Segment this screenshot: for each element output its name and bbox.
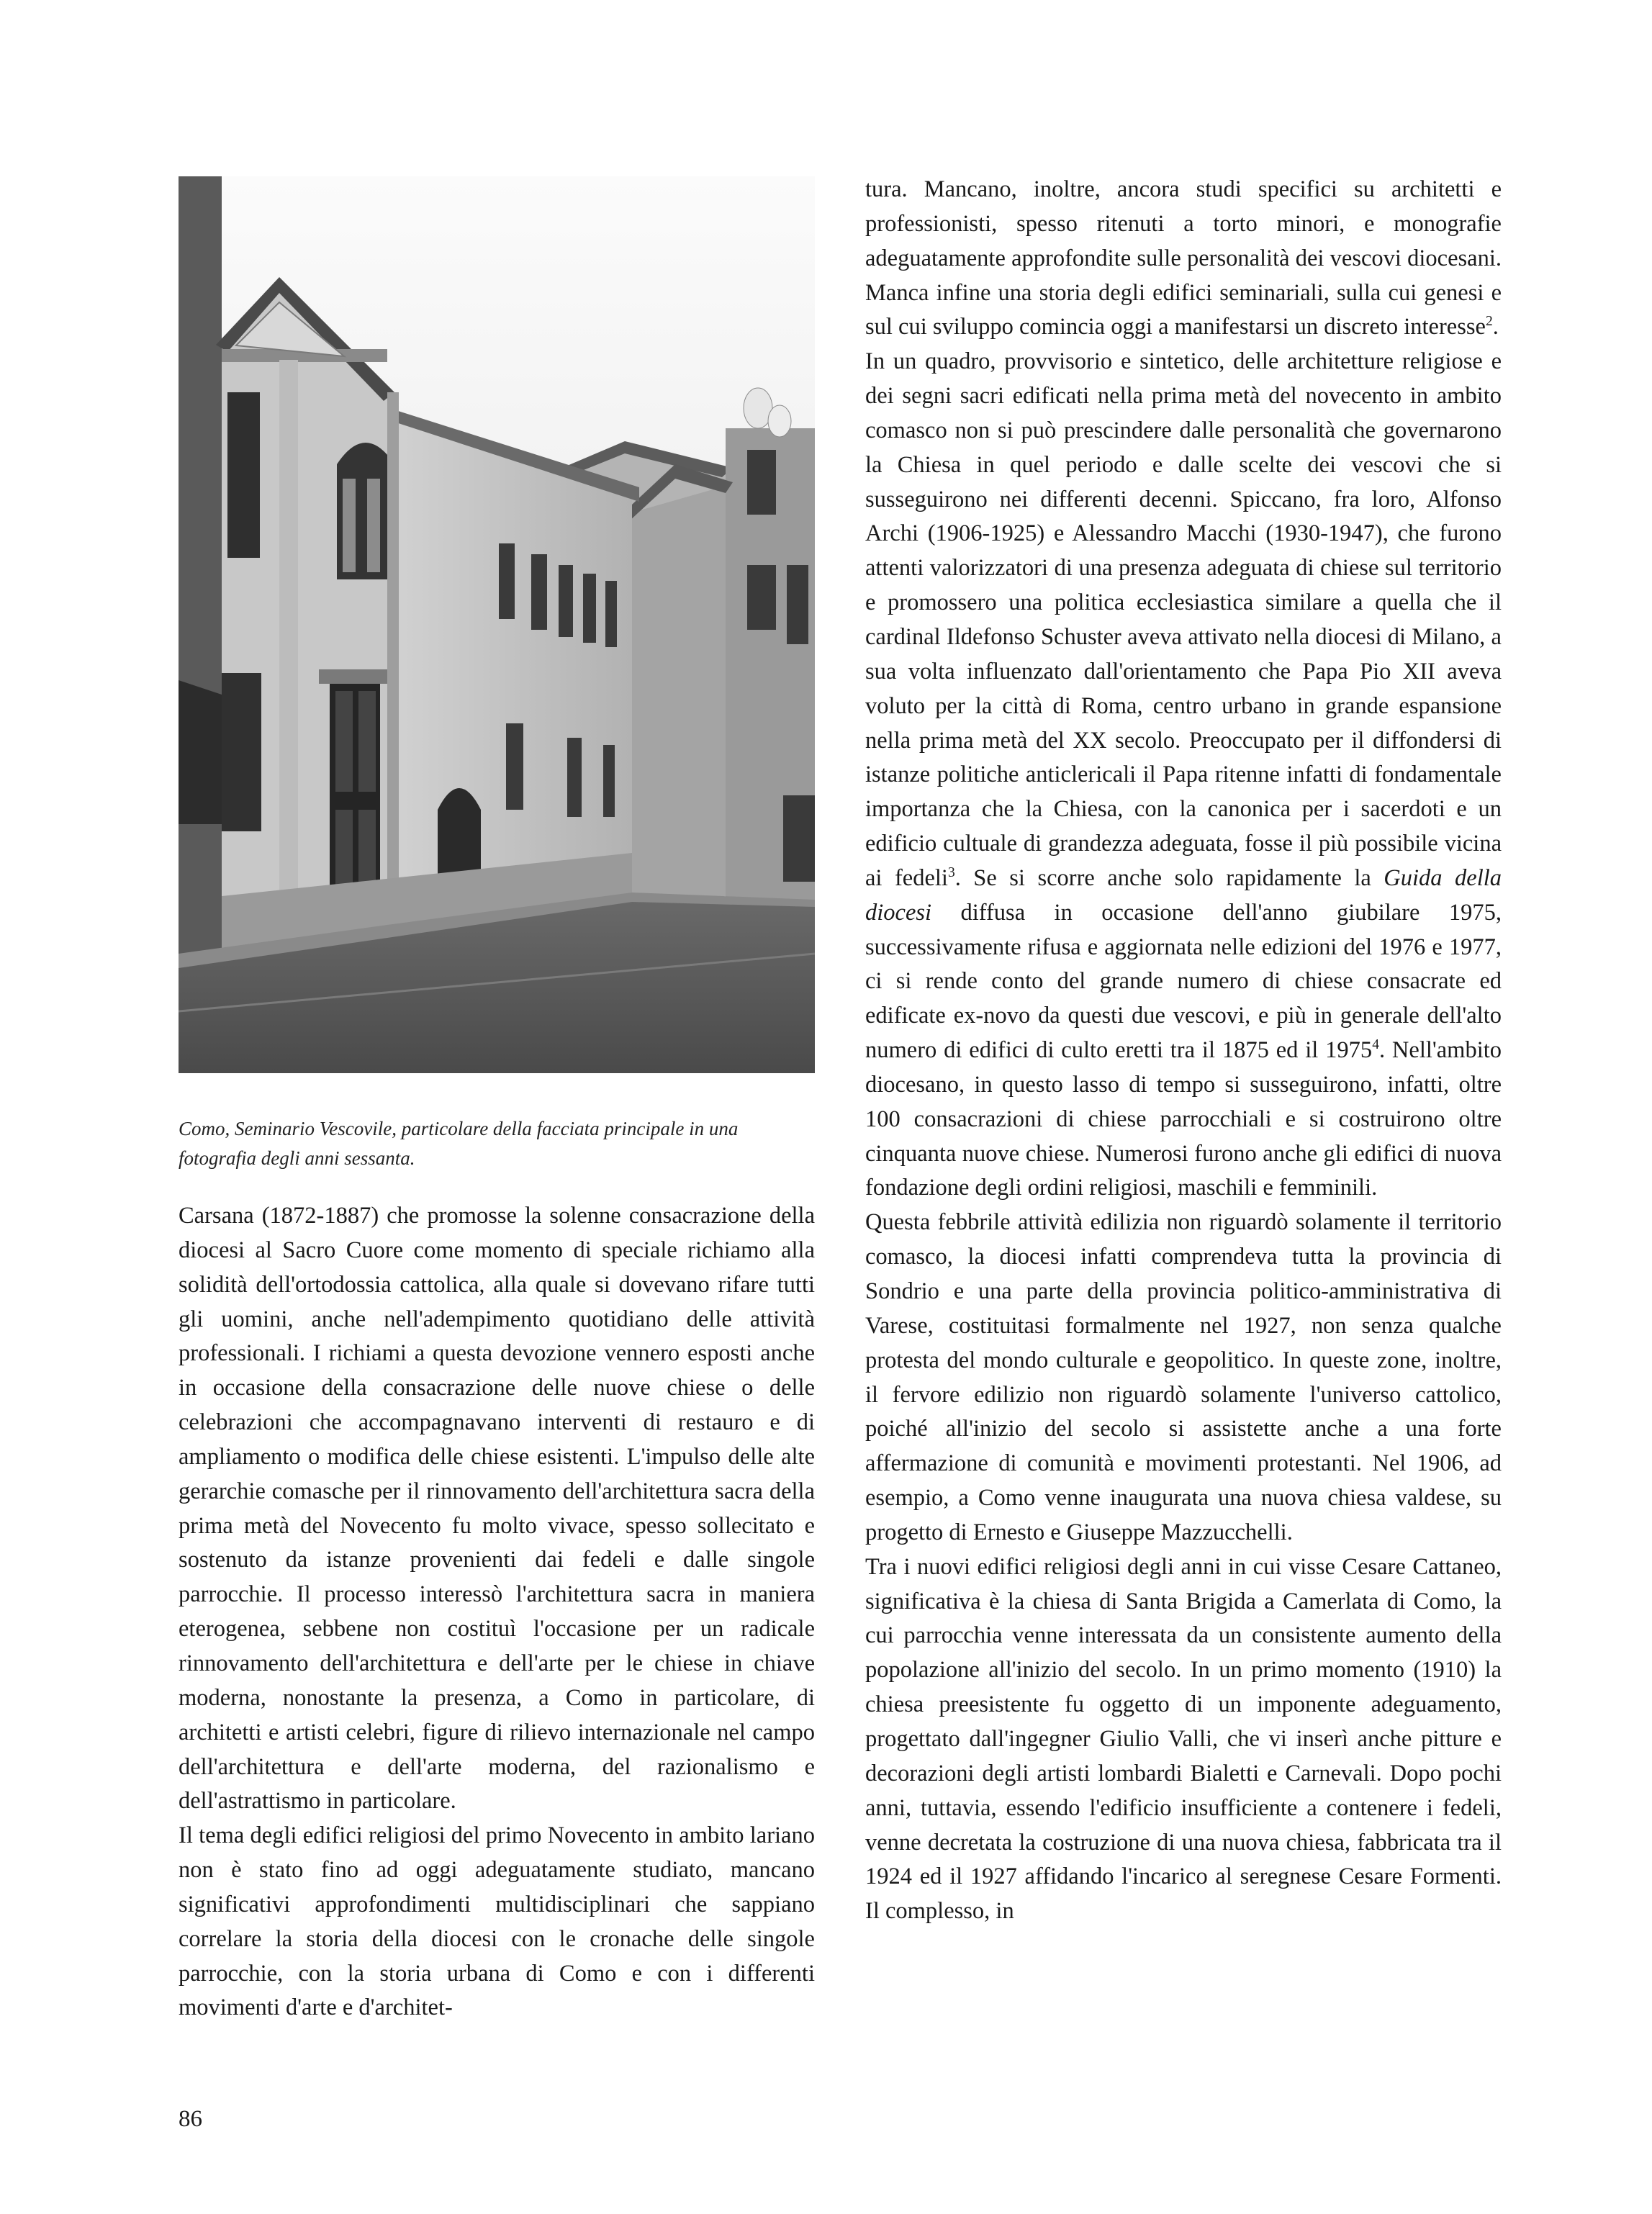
paragraph: Carsana (1872-1887) che promosse la solenne consacrazione della diocesi al Sacro Cuore come momento di speciale richiamo alla solidità dell'ortodossia cattolica, alla quale si dovevano rifare tutti gli uomini, anche nell'adempimento quotidiano delle attività professionali. I richiami a questa devozione vennero esposti anche in occasione della consacrazione delle nuove chiese o delle celebrazioni che accompagnavano interventi di restauro e di ampliamento o modifica delle chiese esistenti. L'impulso delle alte gerarchie comasche per il rinnovamento dell'architettura sacra della prima metà del Novecento fu molto vivace, spesso sollecitato e sostenuto da istanze provenienti dai fedeli e dalle singole parrocchie. Il processo interessò l'architettura sacra in maniera eterogenea, sebbene non costituì l'occasione per un radicale rinnovamento dell'architettura e dell'arte per le chiese in chiave moderna, nonostante la presenza, a Como in particolare, di architetti e artisti celebri, figure di rilievo internazionale nel campo dell'architettura e dell'arte moderna, del razionalismo e dell'astrattismo in particolare. [179, 1203, 815, 1815]
paragraph: In un quadro, provvisorio e sintetico, delle architetture religiose e dei segni sacri edificati nella prima metà del novecento in ambito comasco non si può prescindere dalle personalità che governarono la Chiesa in quel periodo e dalle scelte dei vescovi che si susseguirono nei differenti decenni. Spiccano, fra loro, Alfonso Archi (1906-1925) e Alessandro Macchi (1930-1947), che furono attenti valorizzatori di una presenza adeguata di chiese sul territorio e promossero una politica ecclesiastica similare a quella che il cardinal Ildefonso Schuster aveva attivato nella diocesi di Milano, a sua volta influenzato dall'orientamento che Papa Pio XII aveva voluto per la città di Roma, centro urbano in grande espansione nella prima metà del XX secolo. Preoccupato per il diffondersi di istanze politiche anticlericali il Papa ritenne infatti di fondamentale importanza che la Chiesa, con la canonica per i sacerdoti e un edificio cultuale di grandezza adeguata, fosse il più possibile vicina ai fedeli$^3$. Se si scorre anche solo rapidamente la Guida della diocesi diffusa in occasione dell'anno giubilare 1975, successivamente rifusa e aggiornata nelle edizioni del 1976 e 1977, ci si rende conto del grande numero di chiese consacrate ed edificate ex-novo da questi due vescovi, e più in generale dell'alto numero di edifici di culto eretti tra il 1875 ed il 1975$^4$. Nell'ambito diocesano, in questo lasso di tempo si susseguirono, infatti, oltre 100 consacrazioni di chiese parrocchiali e si costruirono oltre cinquanta nuove chiese. Numerosi furono anche gli edifici di nuova fondazione degli ordini religiosi, maschili e femminili. [865, 348, 1502, 1201]
footnote-marker: 4 [1372, 1037, 1379, 1053]
left-column [179, 1199, 815, 2025]
footnote-marker: 3 [947, 865, 955, 881]
book-title: Guida della diocesi [865, 864, 1502, 926]
paragraph: Questa febbrile attività edilizia non riguardò solamente il territorio comasco, la diocesi infatti comprendeva tutta la provincia di Sondrio e una parte della provincia politico-amministrativa di Varese, costituitasi formalmente nel 1927, non senza qualche protesta del mondo culturale e geopolitico. In queste zone, inoltre, il fervore edilizio non riguardò solamente l'universo cattolico, poiché all'inizio del secolo si assistette anche a una forte affermazione di comunità e movimenti protestanti. Nel 1906, ad esempio, a Como venne inaugurata una nuova chiesa valdese, su progetto di Ernesto e Giuseppe Mazzucchelli. [865, 1209, 1502, 1545]
right-column [865, 173, 1502, 1929]
figure-caption: Como, Seminario Vescovile, particolare della facciata principale in una fotografia degli anni sessanta. [179, 1118, 739, 1169]
paragraph: Il tema degli edifici religiosi del primo Novecento in ambito lariano non è stato fino ad oggi adeguatamente studiato, mancano significativi approfondimenti multidisciplinari che sappiano correlare la storia della diocesi con le cronache delle singole parrocchie, con la storia urbana di Como e con i differenti movimenti d'arte e d'architet- [179, 1822, 815, 2021]
seminary-facade-photo [179, 176, 815, 1073]
paragraph: tura. Mancano, inoltre, ancora studi specifici su architetti e professionisti, spesso ritenuti a torto minori, e monografie adeguatamente approfondite sulle personalità dei vescovi diocesani. Manca infine una storia degli edifici seminariali, sulla cui genesi e sul cui sviluppo comincia oggi a manifestarsi un discreto interesse$^2$. [865, 176, 1502, 340]
page-number: 86 [179, 2106, 202, 2132]
footnote-marker: 2 [1485, 314, 1493, 330]
paragraph: Tra i nuovi edifici religiosi degli anni in cui visse Cesare Cattaneo, significativa è la chiesa di Santa Brigida a Camerlata di Como, la cui parrocchia venne interessata da un consistente aumento della popolazione all'inizio del secolo. In un primo momento (1910) la chiesa preesistente fu oggetto di un imponente adeguamento, progettato dall'ingegner Giulio Valli, che vi inserì anche pitture e decorazioni degli artisti lombardi Bialetti e Carnevali. Dopo pochi anni, tuttavia, essendo l'edificio insufficiente a contenere i fedeli, venne decretata la costruzione di una nuova chiesa, fabbricata tra il 1924 ed il 1927 affidando l'incarico al seregnese Cesare Formenti. Il complesso, in [865, 1553, 1502, 1925]
